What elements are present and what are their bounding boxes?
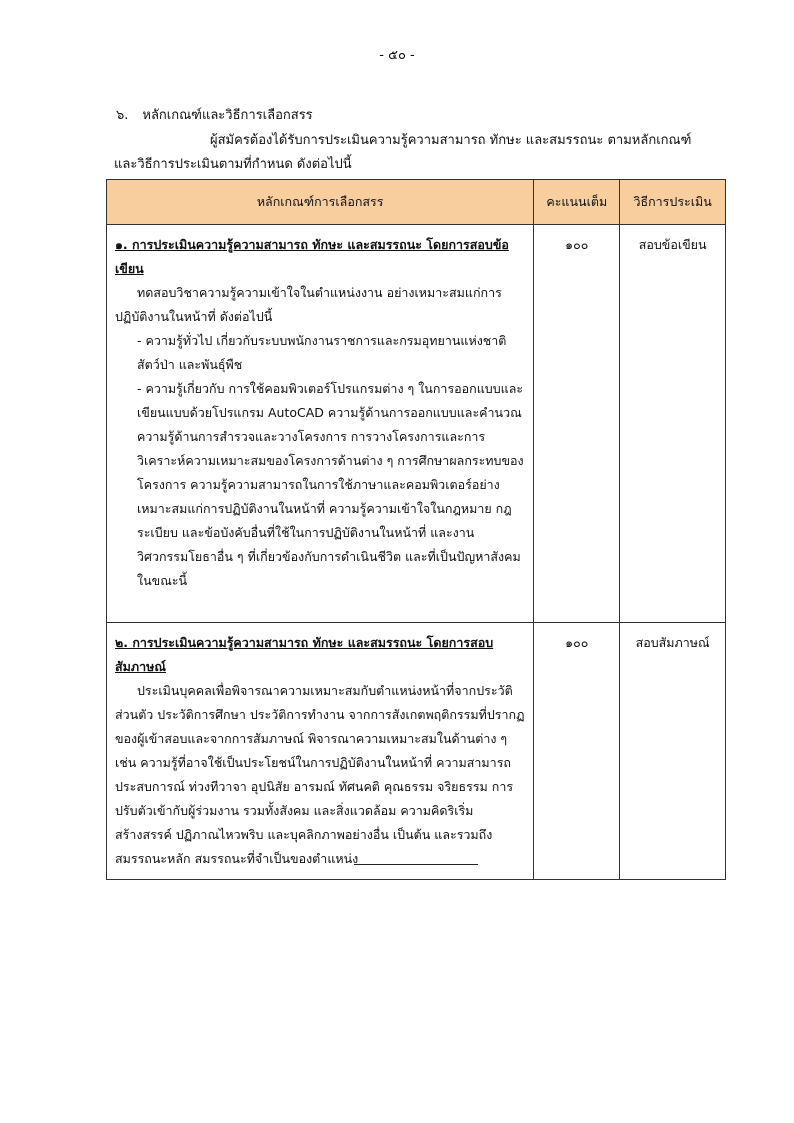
criteria-item-title: ๒. การประเมินความรู้ความสามารถ ทักษะ และสมรรถนะ โดยการสอบสัมภาษณ์ bbox=[115, 635, 494, 674]
method-cell bbox=[620, 225, 726, 623]
intro-line-2: และวิธีการประเมินตามที่กำหนด ดังต่อไปนี้ bbox=[114, 157, 352, 172]
section-title: หลักเกณฑ์และวิธีการเลือกสรร bbox=[142, 108, 313, 123]
criteria-table bbox=[106, 179, 726, 880]
method-cell bbox=[620, 623, 726, 880]
header-method: วิธีการประเมิน bbox=[620, 180, 726, 225]
intro-line-1: ผู้สมัครต้องได้รับการประเมินความรู้ความสามารถ ทักษะ และสมรรถนะ ตามหลักเกณฑ์ bbox=[210, 133, 692, 148]
end-divider bbox=[354, 864, 478, 865]
evaluation-method: สอบสัมภาษณ์ bbox=[635, 635, 710, 650]
table-row bbox=[107, 225, 726, 623]
table-header-row bbox=[107, 180, 726, 225]
criteria-cell bbox=[107, 623, 534, 880]
section-heading bbox=[116, 104, 313, 125]
criteria-item-description: ทดสอบวิชาความรู้ความเข้าใจในตำแหน่งงาน อย่างเหมาะสมแก่การปฏิบัติงานในหน้าที่ ดังต่อไปนี้ bbox=[115, 285, 502, 324]
header-criteria: หลักเกณฑ์การเลือกสรร bbox=[107, 180, 534, 225]
section-number: ๖. bbox=[116, 108, 129, 123]
evaluation-method: สอบข้อเขียน bbox=[638, 237, 707, 252]
score-cell bbox=[534, 623, 620, 880]
criteria-item-title: ๑. การประเมินความรู้ความสามารถ ทักษะ และสมรรถนะ โดยการสอบข้อเขียน bbox=[115, 237, 509, 276]
full-score: ๑๐๐ bbox=[565, 635, 589, 650]
criteria-bullet-general: - ความรู้ทั่วไป เกี่ยวกับระบบพนักงานราชการและกรมอุทยานแห่งชาติ สัตว์ป่า และพันธุ์พืช bbox=[137, 333, 507, 372]
page-number: - ๕๐ - bbox=[379, 48, 415, 63]
section-intro bbox=[114, 129, 704, 177]
criteria-bullet-specific: - ความรู้เกี่ยวกับ การใช้คอมพิวเตอร์โปรแกรมต่าง ๆ ในการออกแบบและเขียนแบบด้วยโปรแกรม AutoCAD ความรู้ด้านการออกแบบและคำนวณ ความรู้ด้านการสำรวจและวางโครงการ การวางโครงการและการวิเคราะห์ความเหมาะสมของโครงการด้านต่าง ๆ การศึกษาผลกระทบของโครงการ ความรู้ความสามารถในการใช้ภาษาและคอมพิวเตอร์อย่างเหมาะสมแก่การปฏิบัติงานในหน้าที่ ความรู้ความเข้าใจในกฎหมาย กฎ ระเบียบ และข้อบังคับอื่นที่ใช้ในการปฏิบัติงานในหน้าที่ และงานวิศวกรรมโยธาอื่น ๆ ที่เกี่ยวข้องกับการดำเนินชีวิต และที่เป็นปัญหาสังคมในขณะนี้ bbox=[137, 381, 524, 588]
full-score: ๑๐๐ bbox=[565, 237, 589, 252]
table-row bbox=[107, 623, 726, 880]
criteria-cell bbox=[107, 225, 534, 623]
criteria-item-description: ประเมินบุคคลเพื่อพิจารณาความเหมาะสมกับตำแหน่งหน้าที่จากประวัติส่วนตัว ประวัติการศึกษา ประวัติการทำงาน จากการสังเกตพฤติกรรมที่ปรากฏของผู้เข้าสอบและจากการสัมภาษณ์ พิจารณาความเหมาะสมในด้านต่าง ๆ เช่น ความรู้ที่อาจใช้เป็นประโยชน์ในการปฏิบัติงานในหน้าที่ ความสามารถประสบการณ์ ท่วงทีวาจา อุปนิสัย อารมณ์ ทัศนคติ คุณธรรม จริยธรรม การปรับตัวเข้ากับผู้ร่วมงาน รวมทั้งสังคม และสิ่งแวดล้อม ความคิดริเริ่มสร้างสรรค์ ปฏิภาณไหวพริบ และบุคลิกภาพอย่างอื่น เป็นต้น และรวมถึงสมรรถนะหลัก สมรรถนะที่จำเป็นของตำแหน่ง bbox=[115, 683, 525, 866]
header-score: คะแนนเต็ม bbox=[534, 180, 620, 225]
score-cell bbox=[534, 225, 620, 623]
